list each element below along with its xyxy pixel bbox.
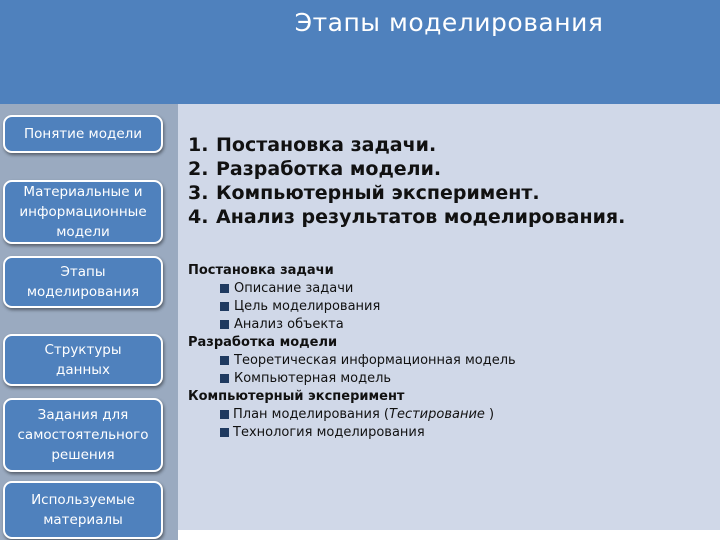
square-bullet-icon (220, 410, 229, 419)
stage-item (188, 133, 625, 157)
sidebar-lower-panel (0, 104, 178, 540)
detail-text: Анализ объекта (234, 317, 344, 332)
title-bar (178, 0, 720, 104)
detail-text-after: ) (484, 407, 495, 422)
stage-number: 1. (188, 134, 209, 156)
detail-text: План моделирования ( (233, 407, 389, 422)
detail-item (188, 316, 708, 334)
square-bullet-icon (220, 320, 229, 329)
stages-list (188, 133, 625, 229)
detail-text: Технология моделирования (233, 425, 425, 440)
square-bullet-icon (220, 284, 229, 293)
stage-details (188, 262, 708, 442)
section-title: Разработка модели (188, 335, 338, 350)
stage-number: 4. (188, 206, 209, 228)
detail-item (188, 298, 708, 316)
detail-text: Компьютерная модель (234, 371, 392, 386)
nav-button-model-concept[interactable] (3, 115, 163, 153)
nav-button-label: Структуры данных (44, 342, 122, 378)
stage-text: Постановка задачи. (216, 134, 437, 156)
stage-text: Компьютерный эксперимент. (216, 182, 540, 204)
detail-text: Описание задачи (234, 281, 354, 296)
detail-item (188, 352, 708, 370)
stage-text: Анализ результатов моделирования. (216, 206, 626, 228)
square-bullet-icon (220, 302, 229, 311)
stage-item (188, 181, 625, 205)
square-bullet-icon (220, 356, 229, 365)
nav-button-label: Используемые материалы (31, 492, 135, 528)
section-title: Постановка задачи (188, 263, 334, 278)
nav-button-modeling-stages[interactable] (3, 256, 163, 308)
stage-item (188, 205, 625, 229)
nav-button-materials-used[interactable] (3, 481, 163, 539)
detail-item (188, 406, 708, 424)
detail-text: Теоретическая информационная модель (234, 353, 516, 368)
nav-button-label: Задания для самостоятельного решения (17, 407, 149, 463)
page-title: Этапы моделирования (294, 8, 604, 37)
nav-button-data-structures[interactable] (3, 334, 163, 386)
nav-button-label: Материальные и информационные модели (19, 184, 147, 240)
nav-button-material-info-models[interactable] (3, 180, 163, 244)
nav-button-label: Этапы моделирования (26, 264, 140, 300)
detail-text: Цель моделирования (234, 299, 381, 314)
stage-text: Разработка модели. (216, 158, 442, 180)
detail-item (188, 370, 708, 388)
detail-item (188, 424, 708, 442)
square-bullet-icon (220, 374, 229, 383)
section-title: Компьютерный эксперимент (188, 389, 405, 404)
stage-number: 2. (188, 158, 209, 180)
detail-item (188, 280, 708, 298)
square-bullet-icon (220, 428, 229, 437)
nav-button-self-study-tasks[interactable] (3, 398, 163, 472)
detail-emphasis: Тестирование (389, 407, 485, 422)
nav-button-label: Понятие модели (23, 126, 143, 142)
stage-number: 3. (188, 182, 209, 204)
stage-item (188, 157, 625, 181)
